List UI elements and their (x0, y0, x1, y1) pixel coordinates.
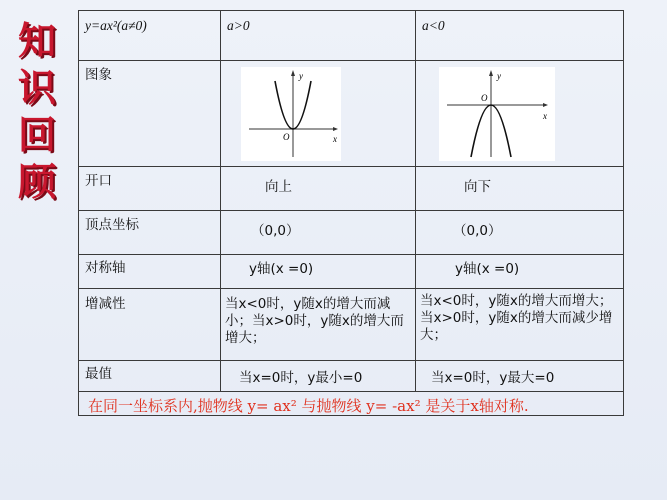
x-axis-label: x (333, 134, 337, 144)
axis-value-negative: y轴(x =0) (455, 261, 520, 277)
row-label-axis: 对称轴 (85, 260, 126, 276)
opening-upward-value: 向上 (265, 179, 292, 195)
column-divider (415, 11, 416, 391)
y-axis-arrow (489, 70, 493, 76)
graph-upward-parabola (241, 67, 341, 161)
opening-downward-value: 向下 (464, 179, 491, 195)
side-title (14, 18, 60, 206)
side-title-char: 回 (17, 112, 56, 157)
x-axis-arrow (543, 103, 548, 107)
extremum-value-negative: 当x=0时，y最大=0 (431, 370, 555, 386)
header-a-positive: a>0 (227, 18, 250, 33)
monotonic-value-negative: 当x<0时，y随x的增大而增大；当x>0时，y随x的增大而减少增大； (420, 293, 613, 343)
row-label-monotonic: 增减性 (85, 296, 126, 312)
axis-value-positive: y轴(x =0) (249, 261, 314, 277)
header-a-negative: a<0 (422, 18, 445, 33)
row-divider (79, 254, 623, 255)
row-label-opening: 开口 (85, 173, 112, 189)
side-title-char: 识 (17, 65, 56, 110)
row-divider (79, 210, 623, 211)
column-divider (220, 11, 221, 391)
vertex-value-positive: （0,0） (251, 223, 300, 239)
summary-table (78, 10, 624, 416)
upward-parabola-figure (241, 67, 341, 161)
origin-label: O (283, 132, 290, 142)
vertex-value-negative: （0,0） (453, 223, 502, 239)
y-axis-label: y (299, 71, 303, 81)
side-title-char: 顾 (17, 159, 56, 204)
row-label-graph: 图象 (85, 67, 112, 83)
y-axis-arrow (291, 70, 295, 76)
y-axis-label: y (497, 71, 501, 81)
origin-label: O (481, 93, 488, 103)
row-label-vertex: 顶点坐标 (85, 217, 139, 233)
row-divider (79, 391, 623, 392)
header-function: y=ax²(a≠0) (85, 18, 147, 33)
row-label-extremum: 最值 (85, 366, 112, 382)
x-axis-label: x (543, 111, 547, 121)
row-divider (79, 288, 623, 289)
row-divider (79, 166, 623, 167)
graph-downward-parabola (439, 67, 555, 161)
downward-parabola-figure (439, 67, 555, 161)
extremum-value-positive: 当x=0时，y最小=0 (239, 370, 363, 386)
row-divider (79, 360, 623, 361)
symmetry-note: 在同一坐标系内,抛物线 y= ax² 与抛物线 y= -ax² 是关于x轴对称. (88, 397, 529, 415)
x-axis-arrow (333, 127, 338, 131)
side-title-char: 知 (17, 18, 56, 63)
row-divider (79, 60, 623, 61)
monotonic-value-positive: 当x<0时，y随x的增大而减小；当x>0时，y随x的增大而增大； (225, 296, 404, 346)
